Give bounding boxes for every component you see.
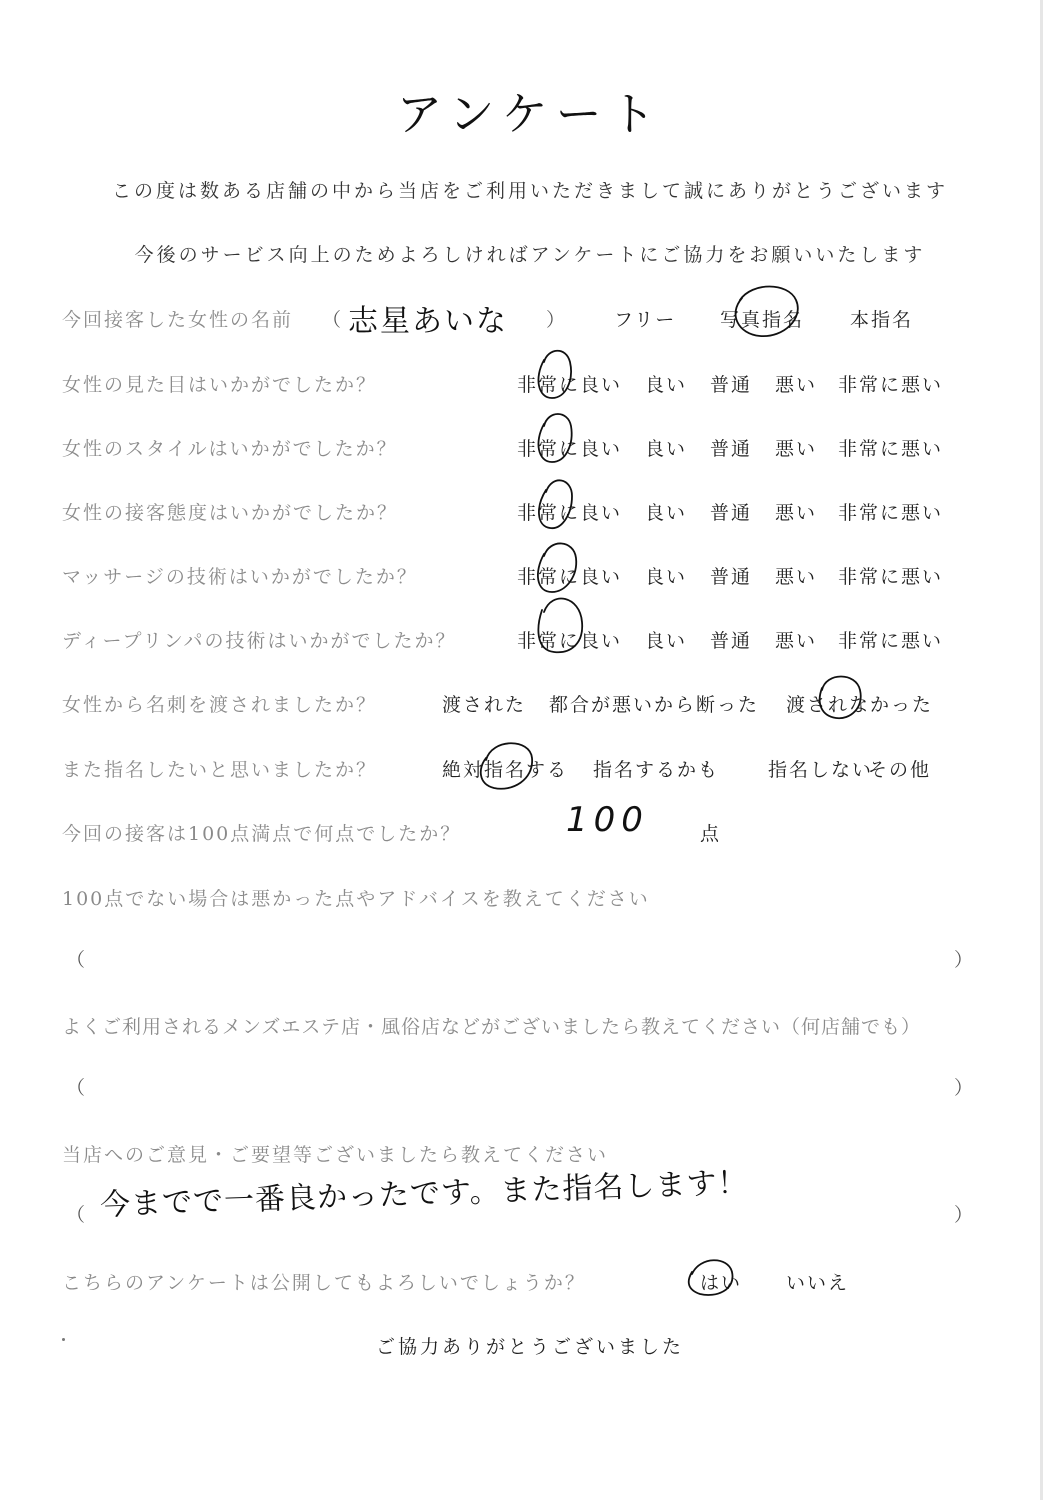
option-main-nomination[interactable]: 本指名: [850, 309, 914, 331]
name-open-paren: （: [322, 309, 342, 331]
thanks-message: ご協力ありがとうございました: [375, 1336, 684, 1358]
card-option-not-received[interactable]: 渡されなかった: [786, 694, 934, 716]
rating-option-good[interactable]: 良い: [645, 374, 688, 396]
advice-question-label: 100点でない場合は悪かった点やアドバイスを教えてください: [62, 888, 650, 910]
rating-option-bad[interactable]: 悪い: [775, 374, 818, 396]
opinion-close-paren: ）: [954, 1204, 974, 1226]
advice-open-paren: （: [66, 949, 86, 971]
publish-question-label: こちらのアンケートは公開してもよろしいでしょうか？: [62, 1272, 586, 1294]
rating-option-bad[interactable]: 悪い: [775, 438, 818, 460]
renominate-option-definitely[interactable]: 絶対指名する: [442, 759, 569, 781]
renominate-option-maybe[interactable]: 指名するかも: [593, 759, 720, 781]
rating-option-normal[interactable]: 普通: [710, 438, 753, 460]
rating-option-bad[interactable]: 悪い: [775, 566, 818, 588]
rating-option-very-good[interactable]: 非常に良い: [517, 374, 623, 396]
rating-option-bad[interactable]: 悪い: [775, 630, 818, 652]
card-option-declined[interactable]: 都合が悪いから断った: [549, 694, 760, 716]
scan-edge: [1040, 0, 1043, 1500]
rating-option-very-good[interactable]: 非常に良い: [517, 566, 623, 588]
publish-option-no[interactable]: いいえ: [786, 1272, 850, 1294]
rating-question-label: ディープリンパの技術はいかがでしたか？: [62, 630, 457, 652]
card-option-received[interactable]: 渡された: [442, 694, 527, 716]
publish-option-yes[interactable]: はい: [700, 1272, 743, 1294]
handwritten-name: 志星あいな: [348, 304, 508, 339]
rating-question-label: 女性の接客態度はいかがでしたか？: [62, 502, 399, 524]
opinion-open-paren: （: [66, 1204, 86, 1226]
score-question-label: 今回の接客は100点満点で何点でしたか？: [62, 823, 462, 845]
name-question-label: 今回接客した女性の名前: [62, 309, 294, 331]
rating-question-label: 女性の見た目はいかがでしたか？: [62, 374, 378, 396]
handwritten-opinion: 今までで一番良かったです。また指名します！: [99, 1165, 749, 1223]
name-close-paren: ）: [546, 309, 566, 331]
rating-option-very-bad[interactable]: 非常に悪い: [838, 374, 944, 396]
intro-line-1: この度は数ある店舗の中から当店をご利用いただきまして誠にありがとうございます: [111, 180, 948, 202]
rating-option-bad[interactable]: 悪い: [775, 502, 818, 524]
rating-option-normal[interactable]: 普通: [710, 374, 753, 396]
rating-option-very-good[interactable]: 非常に良い: [517, 438, 623, 460]
rating-option-very-bad[interactable]: 非常に悪い: [838, 566, 944, 588]
renominate-option-no[interactable]: 指名しない: [768, 759, 874, 781]
opinion-question-label: 当店へのご意見・ご要望等ございましたら教えてください: [62, 1144, 609, 1166]
option-free[interactable]: フリー: [614, 309, 677, 331]
rating-option-good[interactable]: 良い: [645, 566, 688, 588]
renominate-question-label: また指名したいと思いましたか？: [62, 759, 378, 781]
advice-close-paren: ）: [954, 949, 974, 971]
rating-option-normal[interactable]: 普通: [710, 630, 753, 652]
score-unit: 点: [700, 823, 722, 845]
renominate-option-other[interactable]: その他: [868, 759, 932, 781]
rating-option-normal[interactable]: 普通: [710, 502, 753, 524]
rating-option-normal[interactable]: 普通: [710, 566, 753, 588]
rating-option-good[interactable]: 良い: [645, 630, 688, 652]
rating-option-very-bad[interactable]: 非常に悪い: [838, 502, 944, 524]
rating-option-good[interactable]: 良い: [645, 502, 688, 524]
handwritten-score: 100: [566, 800, 649, 840]
card-question-label: 女性から名刺を渡されましたか？: [62, 694, 378, 716]
rating-question-label: 女性のスタイルはいかがでしたか？: [62, 438, 398, 460]
rating-option-very-bad[interactable]: 非常に悪い: [838, 438, 944, 460]
rating-option-very-good[interactable]: 非常に良い: [517, 502, 623, 524]
shops-close-paren: ）: [954, 1077, 974, 1099]
rating-option-very-bad[interactable]: 非常に悪い: [838, 630, 944, 652]
rating-option-good[interactable]: 良い: [645, 438, 688, 460]
rating-question-label: マッサージの技術はいかがでしたか？: [62, 566, 418, 588]
survey-title: アンケート: [396, 87, 664, 141]
shops-open-paren: （: [66, 1077, 86, 1099]
shops-question-label: よくご利用されるメンズエステ店・風俗店などがございましたら教えてください（何店舗でも）: [62, 1016, 922, 1038]
rating-option-very-good[interactable]: 非常に良い: [517, 630, 623, 652]
intro-line-2: 今後のサービス向上のためよろしければアンケートにご協力をお願いいたします: [134, 244, 926, 266]
option-photo-nomination[interactable]: 写真指名: [720, 309, 805, 331]
